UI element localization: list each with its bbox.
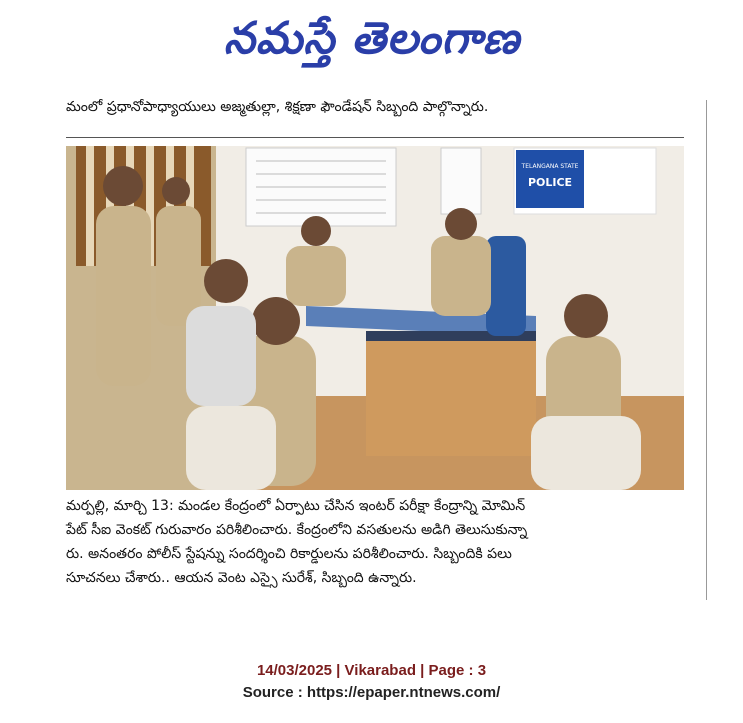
caption-line: రు. అనంతరం పోలీస్ స్టేషన్ను సందర్శించి రికార్డులను పరిశీలించారు. సిబ్బందికి పలు — [66, 546, 512, 562]
photo-caption — [66, 494, 688, 590]
poster-title: POLICE — [527, 176, 573, 189]
newspaper-masthead — [0, 0, 743, 80]
news-photo — [66, 146, 684, 490]
footer-source-line: Source : https://epaper.ntnews.com/ — [242, 684, 501, 701]
footer-date-line: 14/03/2025 | Vikarabad | Page : 3 — [256, 662, 487, 679]
page-footer — [0, 660, 743, 704]
adjacent-column-clip — [706, 100, 743, 600]
police-office-photo — [66, 146, 684, 490]
caption-line: సూచనలు చేశారు.. ఆయన వెంట ఎస్సై సురేశ్, సిబ్బంది ఉన్నారు. — [66, 570, 417, 586]
article-top-line: మంలో ప్రధానోపాధ్యాయులు అజ్మతుల్లా, శిక్షణా ఫౌండేషన్ సిబ్బంది పాల్గొన్నారు. — [66, 99, 489, 115]
masthead-title: నమస్తే తెలంగాణ — [223, 13, 521, 64]
divider-line — [66, 137, 684, 138]
caption-line: పేట్ సీఐ వెంకట్ గురువారం పరిశీలించారు. కేంద్రంలోని వసతులను అడిగి తెలుసుకున్నా — [66, 522, 528, 538]
poster-brand: TELANGANA STATE — [521, 163, 579, 170]
caption-line: మర్పల్లి, మార్చి 13: మండల కేంద్రంలో ఏర్పాటు చేసిన ఇంటర్ పరీక్షా కేంద్రాన్ని మోమిన్ — [66, 498, 526, 514]
